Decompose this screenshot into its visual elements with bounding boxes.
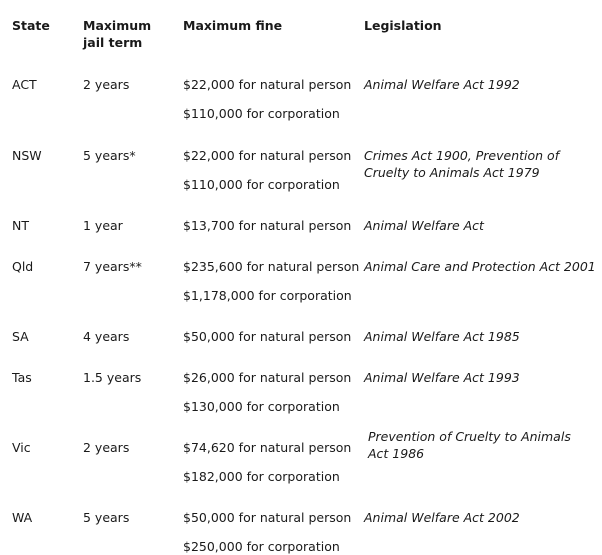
header-jail-line1: Maximum: [83, 18, 152, 33]
row-jail-term: 7 years**: [83, 259, 142, 274]
row-legislation: Animal Welfare Act 1993: [364, 370, 520, 385]
row-fine-person: $50,000 for natural person: [183, 329, 352, 344]
row-state: WA: [12, 510, 33, 525]
row-legislation: Crimes Act 1900, Prevention of Cruelty to Animals Act 1979: [364, 148, 560, 180]
row-fine-person: $26,000 for natural person: [183, 370, 352, 385]
row-state: Tas: [12, 370, 32, 385]
row-jail-term: 1.5 years: [83, 370, 142, 385]
row-state: NSW: [12, 148, 42, 163]
row-jail-term: 5 years: [83, 510, 130, 525]
row-jail-term: 5 years*: [83, 148, 136, 163]
row-legislation: Animal Welfare Act: [364, 218, 484, 233]
row-state: Qld: [12, 259, 34, 274]
row-jail-term: 2 years: [83, 77, 130, 92]
row-jail-term: 4 years: [83, 329, 130, 344]
row-fine-person: $22,000 for natural person: [183, 148, 352, 163]
header-maximum-fine: Maximum fine: [183, 18, 283, 33]
row-fine-person: $235,600 for natural person: [183, 259, 360, 274]
row-legislation: Animal Welfare Act 1992: [364, 77, 520, 92]
row-legislation: Prevention of Cruelty to Animals Act 1986: [368, 429, 571, 461]
row-jail-term: 1 year: [83, 218, 123, 233]
row-fine-corporation: $110,000 for corporation: [183, 106, 340, 121]
row-jail-term: 2 years: [83, 440, 130, 455]
row-fine-corporation: $110,000 for corporation: [183, 177, 340, 192]
row-fine-person: $22,000 for natural person: [183, 77, 352, 92]
row-fine-corporation: $182,000 for corporation: [183, 469, 340, 484]
row-fine-corporation: $250,000 for corporation: [183, 539, 340, 554]
header-state: State: [12, 18, 50, 33]
row-state: ACT: [12, 77, 37, 92]
row-legislation: Animal Welfare Act 2002: [364, 510, 520, 525]
row-state: NT: [12, 218, 29, 233]
row-fine-corporation: $1,178,000 for corporation: [183, 288, 352, 303]
header-jail-term: [83, 17, 151, 51]
header-jail-line2: jail term: [83, 35, 143, 50]
row-state: Vic: [12, 440, 31, 455]
row-legislation: Animal Care and Protection Act 2001: [364, 259, 596, 274]
row-fine-person: $74,620 for natural person: [183, 440, 352, 455]
row-fine-person: $13,700 for natural person: [183, 218, 352, 233]
row-fine-corporation: $130,000 for corporation: [183, 399, 340, 414]
row-legislation: Animal Welfare Act 1985: [364, 329, 520, 344]
header-legislation: Legislation: [364, 18, 442, 33]
row-state: SA: [12, 329, 29, 344]
row-fine-person: $50,000 for natural person: [183, 510, 352, 525]
